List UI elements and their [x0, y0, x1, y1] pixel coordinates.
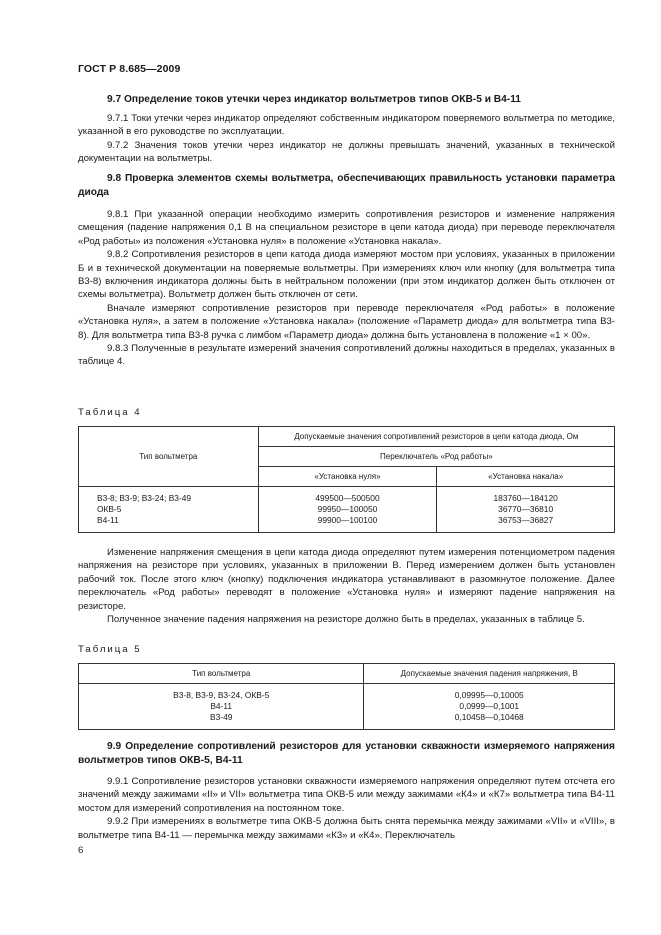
- table-cell: В4-11: [210, 701, 233, 711]
- paragraph-9-9-2: 9.9.2 При измерениях в вольтметре типа ОКВ-5 должна быть снята перемычка между зажимами «VII» и «VIII», в вольтметре типа В4-11 — перемычка между зажимами «К3» и «К4». Переключатель: [78, 816, 615, 841]
- header-group: Допускаемые значения сопротивлений резисторов в цепи катода диода, Ом: [258, 427, 614, 447]
- section-9-7: [78, 93, 615, 166]
- header-value: Допускаемые значения падения напряжения, В: [364, 664, 615, 684]
- table-cell: В3-8; В3-9; В3-24; В3-49: [97, 493, 192, 503]
- section-title: 9.9 Определение сопротивлений резисторов для установки скважности измеряемого напряжения вольтметров типов ОКВ-5, В4-11: [78, 741, 615, 766]
- section-9-9: [78, 740, 615, 842]
- header-heat: «Установка накала»: [437, 467, 615, 487]
- table-cell: ОКВ-5: [97, 504, 122, 514]
- value-cell: [364, 684, 615, 730]
- header-zero: «Установка нуля»: [258, 467, 437, 487]
- paragraph-9-8-1: 9.8.1 При указанной операции необходимо измерить сопротивления резисторов и изменение напряжения смещения (падение напряжения 0,1 В на специальном резисторе в цепи катода диода) при переводе переключателя «Род работы» из положения «Установка нуля» в положение «Установка накала».: [78, 209, 615, 247]
- table-5-caption: Таблица 5: [78, 644, 142, 655]
- paragraph-9-7-2: 9.7.2 Значения токов утечки через индикатор не должны превышать значений, указанных в технической документации на вольтметры.: [78, 139, 615, 165]
- table-cell: 99900—100100: [317, 515, 378, 525]
- heat-cell: [437, 487, 615, 533]
- section-title: 9.8 Проверка элементов схемы вольтметра, обеспечивающих правильность установки параметра диода: [78, 173, 615, 198]
- standard-header: ГОСТ Р 8.685—2009: [78, 63, 181, 75]
- zero-cell: [258, 487, 437, 533]
- table-cell: 36770—36810: [498, 504, 554, 514]
- table-cell: 36753—36827: [498, 515, 554, 525]
- table-cell: 0,09995—0,10005: [454, 690, 524, 700]
- text-after-table-4: [78, 546, 615, 626]
- table-5: [78, 663, 615, 730]
- paragraph: Изменение напряжения смещения в цепи катода диода определяют путем измерения потенциометром падения напряжения на резисторе при условиях, указанных в приложении В. Перед измерением должен быть установлен рабочий ток. После этого ключ (кнопку) подключения индикатора устанавливают в разомкнутое положение. Далее переключатель «Род работы» переводят в положение «Установка нуля» и измеряют падение напряжения на резисторе.: [78, 547, 615, 612]
- header-switch: Переключатель «Род работы»: [258, 447, 614, 467]
- table-cell: 183760—184120: [493, 493, 558, 503]
- paragraph: Полученное значение падения напряжения на резисторе должно быть в пределах, указанных в таблице 5.: [107, 614, 585, 626]
- type-cell: [79, 487, 259, 533]
- paragraph-9-9-1: 9.9.1 Сопротивление резисторов установки скважности измеряемого напряжения определяют путем отсчета его значений между зажимами «II» и VII» вольтметра типа ОКВ-5 или между зажимами «К4» и «К7» вольтметра типа В4-11 мостом для измерений сопротивления на постоянном токе.: [78, 776, 615, 814]
- section-title: 9.7 Определение токов утечки через индикатор вольтметров типов ОКВ-5 и В4-11: [107, 94, 521, 105]
- table-4: [78, 426, 615, 533]
- table-4-caption: Таблица 4: [78, 407, 142, 418]
- header-type: Тип вольтметра: [79, 664, 364, 684]
- header-type: Тип вольтметра: [79, 427, 259, 487]
- table-cell: 499500—500500: [315, 493, 380, 503]
- paragraph-9-8-2-cont: Вначале измеряют сопротивление резисторов при переводе переключателя «Род работы» в положение «Установка нуля», а затем в положение «Установка накала» (положение «Параметр диода» для вольтметра типа В3-8). Для вольтметра типа В3-8 ручка с лимбом «Параметр диода» должна быть установлена в положение «1 × 00».: [78, 302, 615, 341]
- table-cell: 0,0999—0,1001: [459, 701, 520, 711]
- type-cell: [79, 684, 364, 730]
- paragraph-9-7-1: 9.7.1 Токи утечки через индикатор определяют собственным индикатором поверяемого вольтметра по методике, указанной в его руководстве по эксплуатации.: [78, 113, 615, 138]
- paragraph-9-8-2: 9.8.2 Сопротивления резисторов в цепи катода диода измеряют мостом при условиях, указанных в приложении Б и в технической документации на поверяемые вольтметры. При измерениях ключ или кнопку (для вольтметра типа В3-8) включения индикатора должны быть в нейтральном положении (при этом индикатор должен быть отключен от схемы вольтметра). Вольтметр должен быть отключен от сети.: [78, 249, 615, 301]
- table-cell: В4-11: [97, 515, 119, 525]
- page-number: 6: [78, 845, 84, 856]
- table-cell: В3-49: [210, 712, 233, 722]
- table-cell: 99950—100050: [317, 504, 378, 514]
- paragraph-9-8-3: 9.8.3 Полученные в результате измерений значения сопротивлений должны находиться в пределах, указанных в таблице 4.: [78, 343, 615, 368]
- table-cell: В3-8, В3-9, В3-24, ОКВ-5: [173, 690, 270, 700]
- table-cell: 0,10458—0,10468: [454, 712, 524, 722]
- section-9-8: [78, 172, 615, 369]
